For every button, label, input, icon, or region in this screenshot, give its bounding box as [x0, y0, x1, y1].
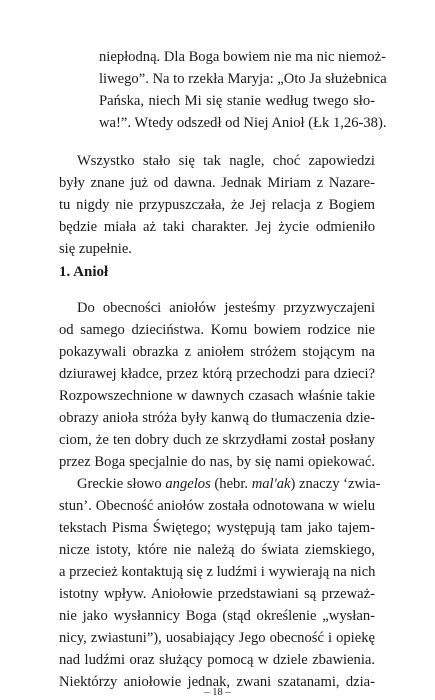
- para3-text: Greckie słowo: [77, 476, 166, 492]
- para3-line-8: nicy, zwiastuni”), uosabiający Jego obecność i opiekę: [59, 630, 375, 646]
- para3-line-5: a przecież kontaktują się z ludźmi i wywierają na nich: [59, 564, 376, 580]
- para3-line-3: tekstach Pisma Świętego; występują tam jako tajem-: [59, 520, 375, 536]
- greek-term: angelos: [165, 476, 211, 492]
- para2-line-7: ciom, że ten dobry duch ze skrzydłami został posłany: [59, 432, 375, 448]
- para2-line-8: przez Boga specjalnie do nas, by się nami opiekować.: [59, 454, 375, 470]
- quote-line-4: wa!”. Wtedy odszedł od Niej Anioł (Łk 1,26-38).: [99, 115, 387, 131]
- para3-line-4: nicze istoty, które nie należą do świata ziemskiego,: [59, 542, 375, 558]
- page-number: – 18 –: [204, 687, 231, 698]
- quote-line-2: liwego”. Na to rzekła Maryja: „Oto Ja służebnica: [99, 71, 387, 87]
- para3-line-1: [77, 474, 381, 494]
- quote-line-3: Pańska, niech Mi się stanie według twego sło-: [99, 93, 375, 109]
- para2-line-2: od samego dzieciństwa. Komu bowiem rodzice nie: [59, 322, 375, 338]
- para2-line-3: pokazywali obrazka z aniołem stróżem stojącym na: [59, 344, 375, 360]
- para1-line-3: tu nigdy nie przypuszczała, że Jej relacja z Bogiem: [59, 197, 375, 213]
- para2-line-5: Rozpowszechnione w dawnych czasach właśnie takie: [59, 388, 375, 404]
- section-heading: 1. Anioł: [59, 264, 109, 280]
- para3-line-7: nie jako wysłannicy Boga (stąd określenie „wysłan-: [59, 608, 375, 624]
- para3-text: (hebr.: [210, 476, 252, 492]
- para2-line-4: dziurawej kładce, przez którą przechodzi para dzieci?: [59, 366, 375, 382]
- hebrew-term: mal'ak: [251, 476, 291, 492]
- para1-line-2: były znane już od dawna. Jednak Miriam z Nazare-: [59, 175, 375, 191]
- para3-line-9: nad ludźmi oraz służący pomocą w dziele zbawienia.: [59, 652, 375, 668]
- para2-line-1: Do obecności aniołów jesteśmy przyzwyczajeni: [77, 300, 375, 316]
- para3-line-6: istotny wpływ. Aniołowie przedstawiani są przeważ-: [59, 586, 375, 602]
- para1-line-5: się zupełnie.: [59, 241, 132, 257]
- para2-line-6: obrazy anioła stróża były kanwą do tłumaczenia dzie-: [59, 410, 375, 426]
- quote-line-1: niepłodną. Dla Boga bowiem nie ma nic niemoż-: [99, 49, 386, 65]
- para3-line-2: stun’. Obecność aniołów została odnotowana w wielu: [59, 498, 375, 514]
- para4-line-1: Niektórzy aniołowie jednak, zwani szatanami, dzia-: [59, 674, 375, 690]
- para1-line-1: Wszystko stało się tak nagle, choć zapowiedzi: [77, 153, 375, 169]
- para1-line-4: będzie miała aż taki charakter. Jej życie odmieniło: [59, 219, 375, 235]
- para3-text: ) znaczy ‘zwia-: [290, 476, 381, 492]
